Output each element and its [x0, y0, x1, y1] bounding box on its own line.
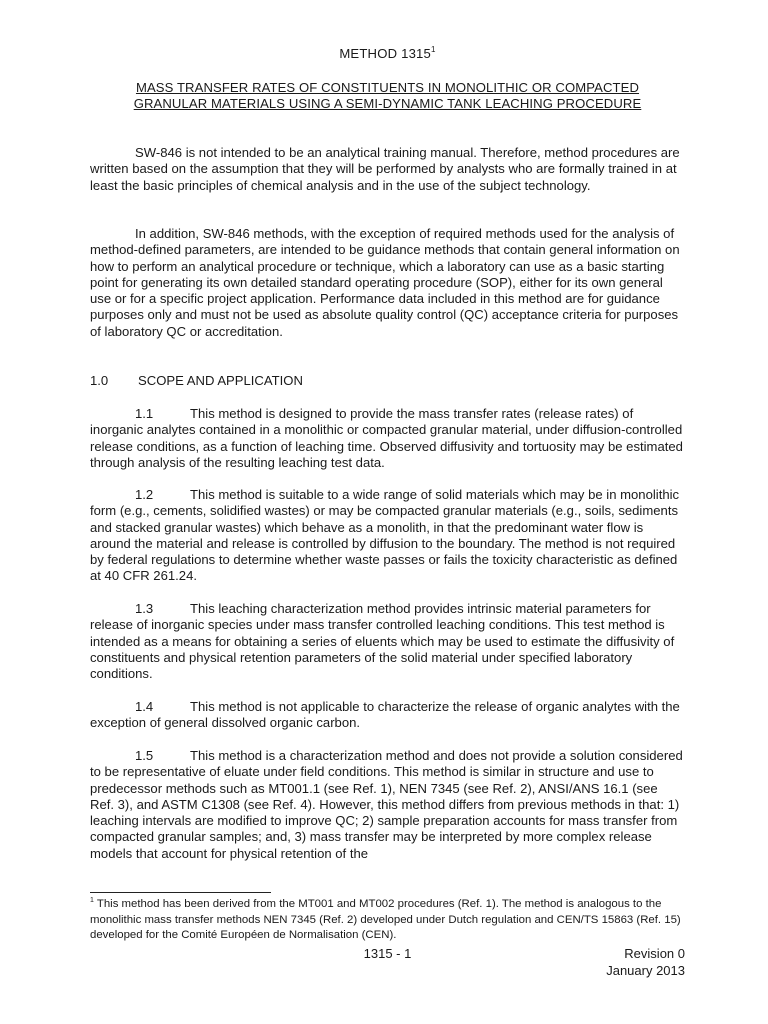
footnote [90, 897, 690, 944]
item-text: This method is a characterization method and does not provide a solution considered to be representative of eluate under field conditions. This method is similar in structure and use to predecessor methods such as MT001.1 (see Ref. 1), NEN 7345 (see Ref. 2), ANSI/ANS 16.1 (see Ref. 3), and ASTM C1308 (see Ref. 4). However, this method differs from previous methods in that: 1) leaching intervals are modified to improve QC; 2) sample preparation accounts for mass transfer from compacted granular samples; and, 3) mass transfer may be interpreted by more complex release models that account for physical retention of the [90, 748, 683, 861]
document-title-line-2: GRANULAR MATERIALS USING A SEMI-DYNAMIC TANK LEACHING PROCEDURE [133, 96, 642, 112]
intro-paragraph-1: SW-846 is not intended to be an analytical training manual. Therefore, method procedures are written based on the assumption that they will be performed by analysts who are formally trained in at least the basic principles of chemical analysis and in the use of the subject technology. [90, 145, 680, 193]
section-number: 1.0 [90, 373, 109, 388]
item-1-3 [90, 601, 685, 682]
item-text: This method is designed to provide the mass transfer rates (release rates) of inorganic analytes contained in a monolithic or compacted granular material, under diffusion-controlled release conditions, as a function of leaching time. Observed diffusivity and tortuosity may be estimated through analysis of the resulting leaching test data. [90, 406, 683, 470]
item-number: 1.1 [135, 406, 154, 421]
item-number: 1.4 [135, 699, 154, 714]
item-text: This method is suitable to a wide range of solid materials which may be in monolithic form (e.g., cements, solidified wastes) or may be compacted granular materials (e.g., soils, sediments and stacked granular wastes) which behave as a monolith, in that the predominant water flow is around the material and release is controlled by diffusion to the boundary. The method is not required by federal regulations to determine whether waste passes or fails the toxicity characteristic as defined at 40 CFR 261.24. [90, 487, 680, 584]
item-text: This method is not applicable to characterize the release of organic analytes with the exception of general dissolved organic carbon. [90, 699, 680, 731]
section-heading [90, 373, 685, 389]
item-number: 1.3 [135, 601, 154, 616]
document-page [90, 0, 685, 1024]
document-title-line-1: MASS TRANSFER RATES OF CONSTITUENTS IN MONOLITHIC OR COMPACTED [135, 80, 640, 95]
footnote-marker: 1 [431, 45, 436, 54]
revision-date: January 2013 [606, 962, 685, 978]
item-number: 1.2 [135, 487, 154, 502]
footnote-text: This method has been derived from the MT001 and MT002 procedures (Ref. 1). The method is analogous to the monolithic mass transfer methods NEN 7345 (Ref. 2) developed under Dutch regulation and CEN/TS 15863 (Ref. 15) developed for the Comité Européen de Normalisation (CEN). [90, 898, 681, 942]
revision-label: Revision 0 [624, 946, 685, 961]
intro-paragraph-2: In addition, SW-846 methods, with the exception of required methods used for the analysis of method-defined parameters, are intended to be guidance methods that contain general information on how to perform an analytical procedure or technique, which a laboratory can use as a basic starting point for generating its own detailed standard operating procedure (SOP), either for its own general use or for a specific project application. Performance data included in this method are for guidance purposes only and must not be used as absolute quality control (QC) acceptance criteria for purposes of laboratory QC or accreditation. [90, 226, 680, 339]
page-number: 1315 - 1 [363, 946, 412, 961]
item-1-1 [90, 406, 685, 471]
item-1-4 [90, 699, 685, 732]
footnote-separator [90, 892, 271, 893]
document-title [90, 80, 685, 113]
revision-block [606, 946, 685, 979]
item-text: This leaching characterization method provides intrinsic material parameters for release of inorganic species under mass transfer controlled leaching conditions. This test method is intended as a means for obtaining a series of eluents which may be used to estimate the diffusivity of constituents and physical retention parameters of the solid material under specified laboratory conditions. [90, 601, 675, 682]
method-number: METHOD 1315$^1$ [339, 45, 436, 61]
item-1-5 [90, 748, 685, 862]
footnote-number: 1 [90, 897, 94, 904]
section-title: SCOPE AND APPLICATION [138, 373, 303, 388]
item-1-2 [90, 487, 685, 585]
item-number: 1.5 [135, 748, 154, 763]
